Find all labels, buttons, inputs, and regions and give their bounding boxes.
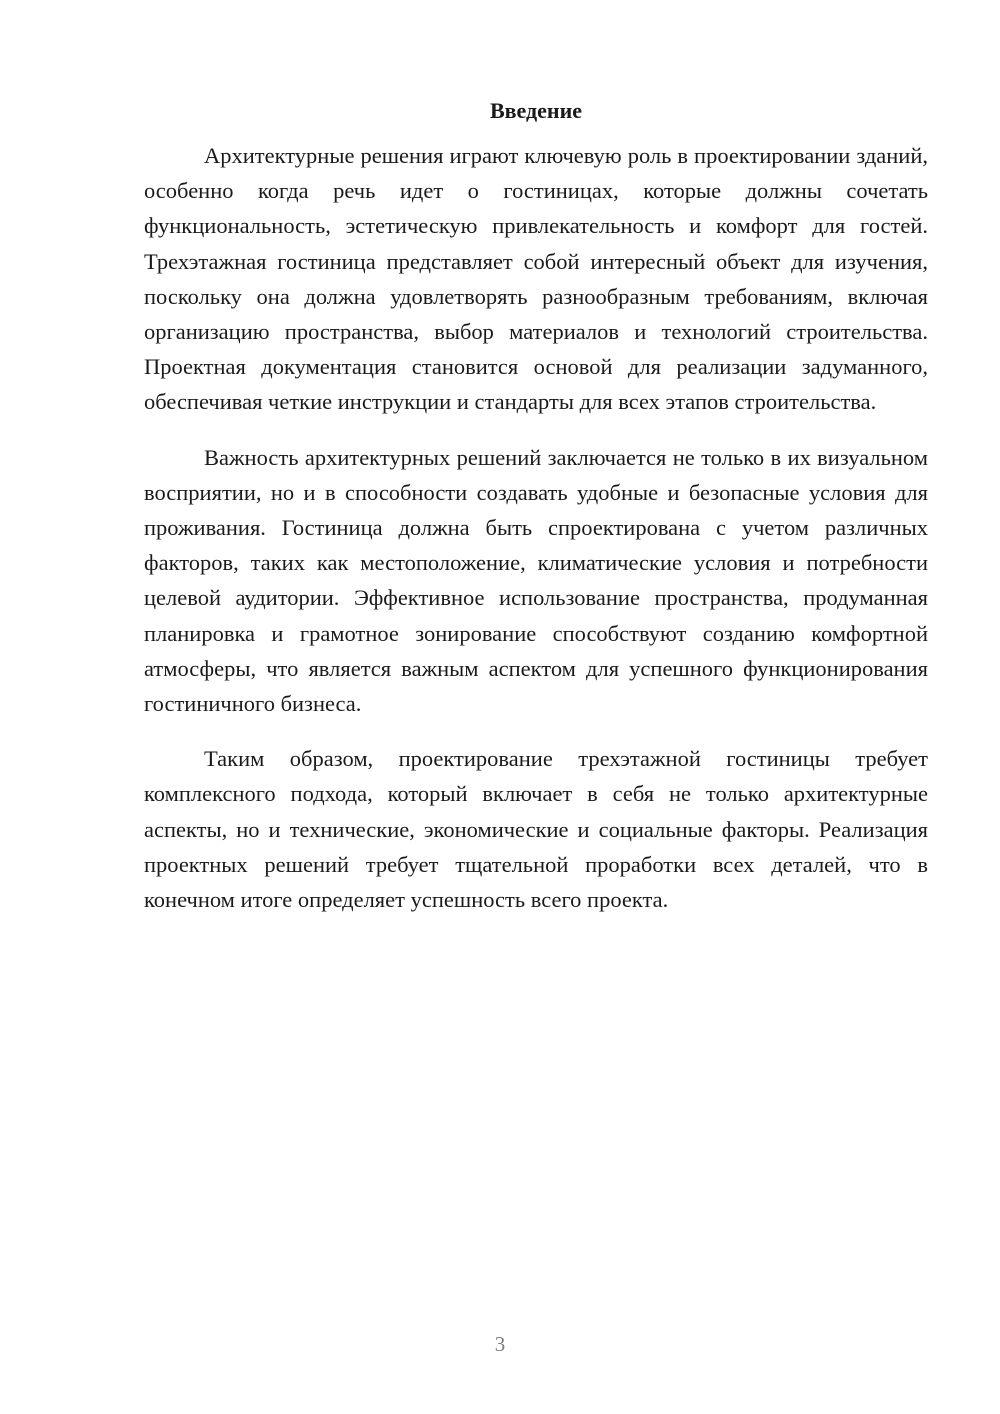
page-content <box>144 92 928 937</box>
paragraph-1: Архитектурные решения играют ключевую роль в проектировании зданий, особенно когда речь идет о гостиницах, которые должны сочетать функциональность, эстетическую привлекательность и комфорт для гостей. Трехэтажная гостиница представляет собой интересный объект для изучения, поскольку она должна удовлетворять разнообразным требованиям, включая организацию пространства, выбор материалов и технологий строительства. Проектная документация становится основой для реализации задуманного, обеспечивая четкие инструкции и стандарты для всех этапов строительства. <box>144 143 928 415</box>
paragraph-2: Важность архитектурных решений заключается не только в их визуальном восприятии, но и в способности создавать удобные и безопасные условия для проживания. Гостиница должна быть спроектирована с учетом различных факторов, таких как местоположение, климатические условия и потребности целевой аудитории. Эффективное использование пространства, продуманная планировка и грамотное зонирование способствуют созданию комфортной атмосферы, что является важным аспектом для успешного функционирования гостиничного бизнеса. <box>144 444 928 717</box>
page-number: 3 <box>494 1332 506 1356</box>
section-title: Введение <box>489 98 583 123</box>
paragraph-3: Таким образом, проектирование трехэтажной гостиницы требует комплексного подхода, который включает в себя не только архитектурные аспекты, но и технические, экономические и социальные факторы. Реализация проектных решений требует тщательной проработки всех деталей, что в конечном итоге определяет успешность всего проекта. <box>144 746 928 913</box>
